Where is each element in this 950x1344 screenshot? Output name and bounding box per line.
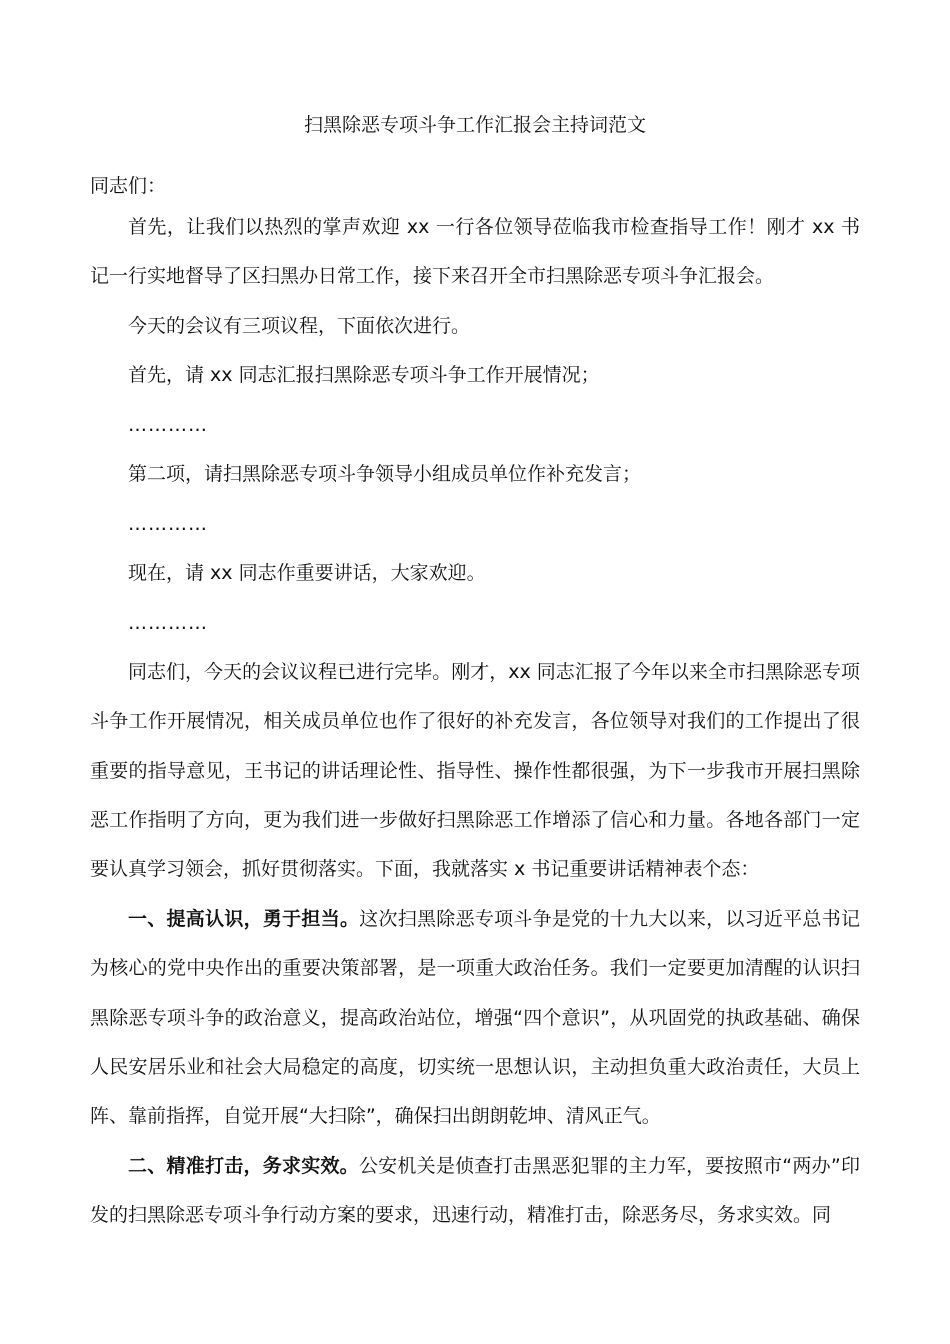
point-2-body: 公安机关是侦查打击黑恶犯罪的主力军，要按照市“两办”印发的扫黑除恶专项斗争行动方案的要求，迅速行动，精准打击，除恶务尽，务求实效。同 bbox=[90, 1155, 860, 1227]
salutation: 同志们： bbox=[90, 175, 167, 197]
ellipsis-2: ………… bbox=[128, 513, 208, 535]
paragraph-welcome: 首先，让我们以热烈的掌声欢迎 xx 一行各位领导莅临我市检查指导工作！刚才 xx 书记一行实地督导了区扫黑办日常工作，接下来召开全市扫黑除恶专项斗争汇报会。 bbox=[90, 216, 860, 288]
paragraph-agenda-item-3: 现在，请 xx 同志作重要讲话，大家欢迎。 bbox=[128, 562, 486, 584]
ellipsis-1: ………… bbox=[128, 414, 208, 436]
paragraph-agenda-intro: 今天的会议有三项议程，下面依次进行。 bbox=[128, 315, 471, 337]
ellipsis-3: ………… bbox=[128, 612, 208, 634]
paragraph-point-2 bbox=[90, 1142, 860, 1241]
point-2-heading: 二、精准打击，务求实效。 bbox=[128, 1155, 359, 1177]
paragraph-agenda-item-2: 第二项，请扫黑除恶专项斗争领导小组成员单位作补充发言； bbox=[128, 463, 642, 485]
paragraph-summary: 同志们，今天的会议议程已进行完毕。刚才，xx 同志汇报了今年以来全市扫黑除恶专项斗争工作开展情况，相关成员单位也作了很好的补充发言，各位领导对我们的工作提出了很重要的指导意见，王书记的讲话理论性、指导性、操作性都很强，为下一步我市开展扫黑除恶工作指明了方向，更为我们进一步做好扫黑除恶工作增添了信心和力量。各地各部门一定要认真学习领会，抓好贯彻落实。下面，我就落实 x 书记重要讲话精神表个态： bbox=[90, 661, 860, 881]
paragraph-point-1 bbox=[90, 895, 860, 1141]
point-1-body: 这次扫黑除恶专项斗争是党的十九大以来，以习近平总书记为核心的党中央作出的重要决策部署，是一项重大政治任务。我们一定要更加清醒的认识扫黑除恶专项斗争的政治意义，提高政治站位，增强“四个意识”，从巩固党的执政基础、确保人民安居乐业和社会大局稳定的高度，切实统一思想认识，主动担负重大政治责任，大员上阵、靠前指挥，自觉开展“大扫除”，确保扫出朗朗乾坤、清风正气。 bbox=[90, 908, 860, 1128]
document-title: 扫黑除恶专项斗争工作汇报会主持词范文 bbox=[303, 114, 646, 136]
paragraph-agenda-item-1: 首先，请 xx 同志汇报扫黑除恶专项斗争工作开展情况； bbox=[128, 364, 600, 386]
point-1-heading: 一、提高认识，勇于担当。 bbox=[128, 908, 360, 930]
